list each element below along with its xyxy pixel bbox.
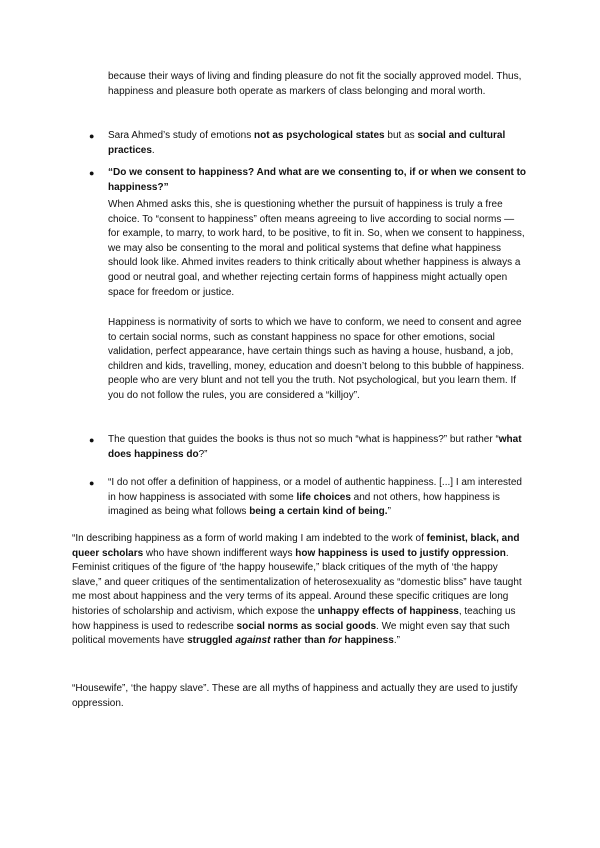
bullet-consent-question <box>89 166 529 195</box>
consent-explanation-paragraph: When Ahmed asks this, she is questioning whether the pursuit of happiness is truly a free choice. To “consent to happiness” often means agreeing to live according to social norms — for example, to marry, to work hard, to be positive, to fit in. So, when we consent to happiness, we may also be consenting to the moral and political systems that define what happiness should look like. Ahmed invites readers to think critically about whether happiness is always a good or neutral goal, and whether rejecting certain forms of happiness might actually open space for freedom or justice. <box>108 199 525 298</box>
bullet-icon: ● <box>89 435 95 445</box>
bullet-question-text: “Do we consent to happiness? And what are we consenting to, if or when we consent to happiness?” <box>108 167 527 193</box>
normativity-paragraph: Happiness is normativity of sorts to which we have to conform, we need to consent and agree to certain social norms, such as constant happiness no space for other emotions, social validation, perfect appearance, have certain things such as having a house, husband, a job, children and kids, travelling, money, education and doesn’t belong to this bubble of happiness. people who are very blunt and not tell you the truth. Not psychological, but you learn them. If you do not follow the rules, you are considered a “killjoy”. <box>108 317 525 401</box>
bullet-ahmed-study <box>89 129 529 158</box>
bullet-guiding-question <box>89 433 529 462</box>
bullet-icon: ● <box>89 131 95 141</box>
bullet-text: Sara Ahmed’s study of emotions not as psychological states but as social and cultural practices. <box>108 130 506 156</box>
closing-paragraph: “Housewife”, ‘the happy slave”. These are all myths of happiness and actually they are used to justify oppression. <box>72 683 518 709</box>
intro-continuation-paragraph: because their ways of living and finding pleasure do not fit the socially approved model. Thus, happiness and pleasure both operate as markers of class belonging and moral worth. <box>108 71 522 97</box>
bullet-icon: ● <box>89 478 95 488</box>
bullet-text: The question that guides the books is thus not so much “what is happiness?” but rather “what does happiness do?” <box>108 434 522 460</box>
bullet-icon: ● <box>89 168 95 178</box>
world-making-quote-paragraph: “In describing happiness as a form of world making I am indebted to the work of feminist, black, and queer scholars who have shown indifferent ways how happiness is used to justify oppression. Feminist critiques of the figure of ‘the happy housewife,” black critiques of the myth of ‘the happy slave,” and queer critiques of the sentimentalization of heterosexuality as “domestic bliss” have taught me most about happiness and the very terms of its appeal. Around these specific critiques are long histories of scholarship and activism, which expose the unhappy effects of happiness, teaching us how happiness is used to redescribe social norms as social goods. We might even say that such political movements have struggled against rather than for happiness.” <box>72 533 522 647</box>
bullet-definition-quote <box>89 476 529 520</box>
bullet-text: “I do not offer a definition of happiness, or a model of authentic happiness. [...] I am interested in how happiness is associated with some life choices and not others, how happiness is imagined as being what follows being a certain kind of being.” <box>108 477 522 518</box>
